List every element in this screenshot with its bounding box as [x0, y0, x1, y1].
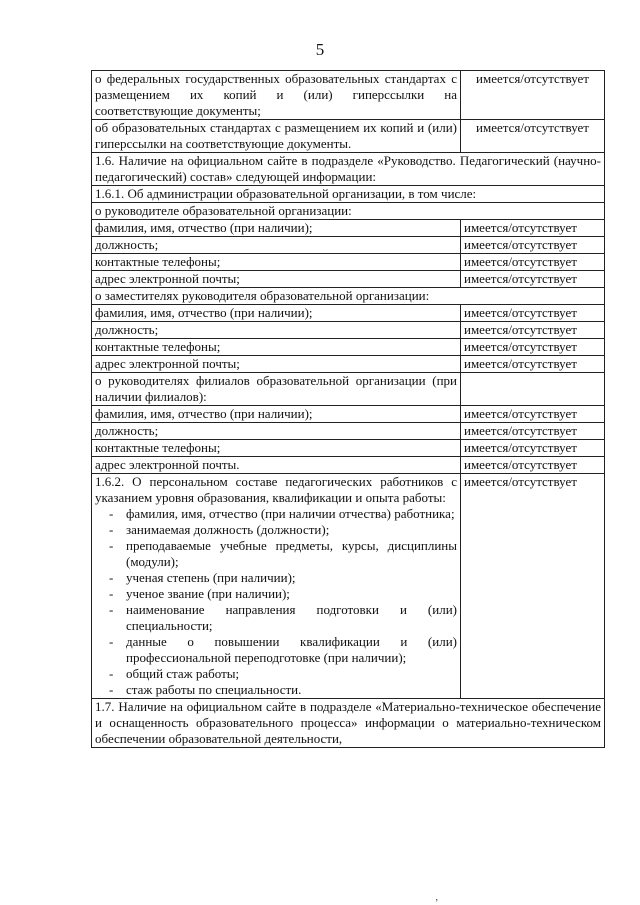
table-row	[92, 305, 605, 322]
table-row	[92, 457, 605, 474]
table-row	[92, 237, 605, 254]
row-educational-standards: об образовательных стандартах с размещением их копий и (или) гиперссылки на соответствующие документы.	[92, 120, 461, 153]
table-row	[92, 356, 605, 373]
section-1-6-1: 1.6.1. Об администрации образовательной организации, в том числе:	[92, 186, 605, 203]
section-1-6-2-intro: 1.6.2. О персональном составе педагогических работников с указанием уровня образования, квалификации и опыта работы:	[95, 474, 457, 505]
field-fio: фамилия, имя, отчество (при наличии);	[92, 406, 461, 423]
table-row	[92, 474, 605, 699]
status-cell: имеется/отсутствует	[461, 474, 605, 699]
table-row	[92, 440, 605, 457]
status-cell: имеется/отсутствует	[461, 356, 605, 373]
section-row	[92, 186, 605, 203]
status-cell: имеется/отсутствует	[461, 322, 605, 339]
list-item: - фамилия, имя, отчество (при наличии отчества) работника;	[115, 506, 457, 522]
status-cell: имеется/отсутствует	[461, 305, 605, 322]
list-item: - преподаваемые учебные предметы, курсы, дисциплины (модули);	[115, 538, 457, 570]
table-row	[92, 254, 605, 271]
table-row	[92, 120, 605, 153]
subheading-row	[92, 203, 605, 220]
table-row	[92, 71, 605, 120]
field-position: должность;	[92, 237, 461, 254]
heading-leader: о руководителе образовательной организации:	[92, 203, 605, 220]
list-item: - наименование направления подготовки и (или) специальности;	[115, 602, 457, 634]
list-item: - ученое звание (при наличии);	[115, 586, 457, 602]
table-row	[92, 322, 605, 339]
table-row	[92, 406, 605, 423]
field-position: должность;	[92, 423, 461, 440]
staff-info-list	[95, 506, 457, 698]
table-row	[92, 271, 605, 288]
section-row	[92, 153, 605, 186]
table-row	[92, 373, 605, 406]
status-cell: имеется/отсутствует	[461, 120, 605, 153]
heading-deputies: о заместителях руководителя образовательной организации:	[92, 288, 605, 305]
field-phones: контактные телефоны;	[92, 339, 461, 356]
footer-mark: ‚	[435, 892, 439, 903]
status-cell: имеется/отсутствует	[461, 71, 605, 120]
heading-branches: о руководителях филиалов образовательной организации (при наличии филиалов):	[92, 373, 461, 406]
status-cell: имеется/отсутствует	[461, 406, 605, 423]
field-phones: контактные телефоны;	[92, 440, 461, 457]
table-row	[92, 220, 605, 237]
subheading-row	[92, 288, 605, 305]
field-fio: фамилия, имя, отчество (при наличии);	[92, 305, 461, 322]
status-cell: имеется/отсутствует	[461, 254, 605, 271]
row-federal-standards: о федеральных государственных образовательных стандартах с размещением их копий и (или) гиперссылки на соответствующие документы;	[92, 71, 461, 120]
list-item: - стаж работы по специальности.	[115, 682, 457, 698]
field-email: адрес электронной почты.	[92, 457, 461, 474]
table-row	[92, 339, 605, 356]
section-row	[92, 699, 605, 748]
table-row	[92, 423, 605, 440]
list-item: - данные о повышении квалификации и (или) профессиональной переподготовке (при наличии);	[115, 634, 457, 666]
status-cell: имеется/отсутствует	[461, 220, 605, 237]
status-cell: имеется/отсутствует	[461, 237, 605, 254]
section-1-6-2	[92, 474, 461, 699]
status-cell: имеется/отсутствует	[461, 457, 605, 474]
status-cell: имеется/отсутствует	[461, 271, 605, 288]
section-1-7: 1.7. Наличие на официальном сайте в подразделе «Материально-техническое обеспечение и оснащенность образовательного процесса» информации о материально-техническом обеспечении образовательной деятельности,	[92, 699, 605, 748]
status-cell: имеется/отсутствует	[461, 440, 605, 457]
field-fio: фамилия, имя, отчество (при наличии);	[92, 220, 461, 237]
field-position: должность;	[92, 322, 461, 339]
list-item: - ученая степень (при наличии);	[115, 570, 457, 586]
list-item: - общий стаж работы;	[115, 666, 457, 682]
section-1-6: 1.6. Наличие на официальном сайте в подразделе «Руководство. Педагогический (научно-педагогический) состав» следующей информации:	[92, 153, 605, 186]
field-phones: контактные телефоны;	[92, 254, 461, 271]
page-number: 5	[315, 40, 325, 59]
status-cell: имеется/отсутствует	[461, 423, 605, 440]
status-cell: имеется/отсутствует	[461, 339, 605, 356]
list-item: - занимаемая должность (должности);	[115, 522, 457, 538]
field-email: адрес электронной почты;	[92, 271, 461, 288]
empty-cell	[461, 373, 605, 406]
criteria-table	[91, 70, 605, 748]
field-email: адрес электронной почты;	[92, 356, 461, 373]
